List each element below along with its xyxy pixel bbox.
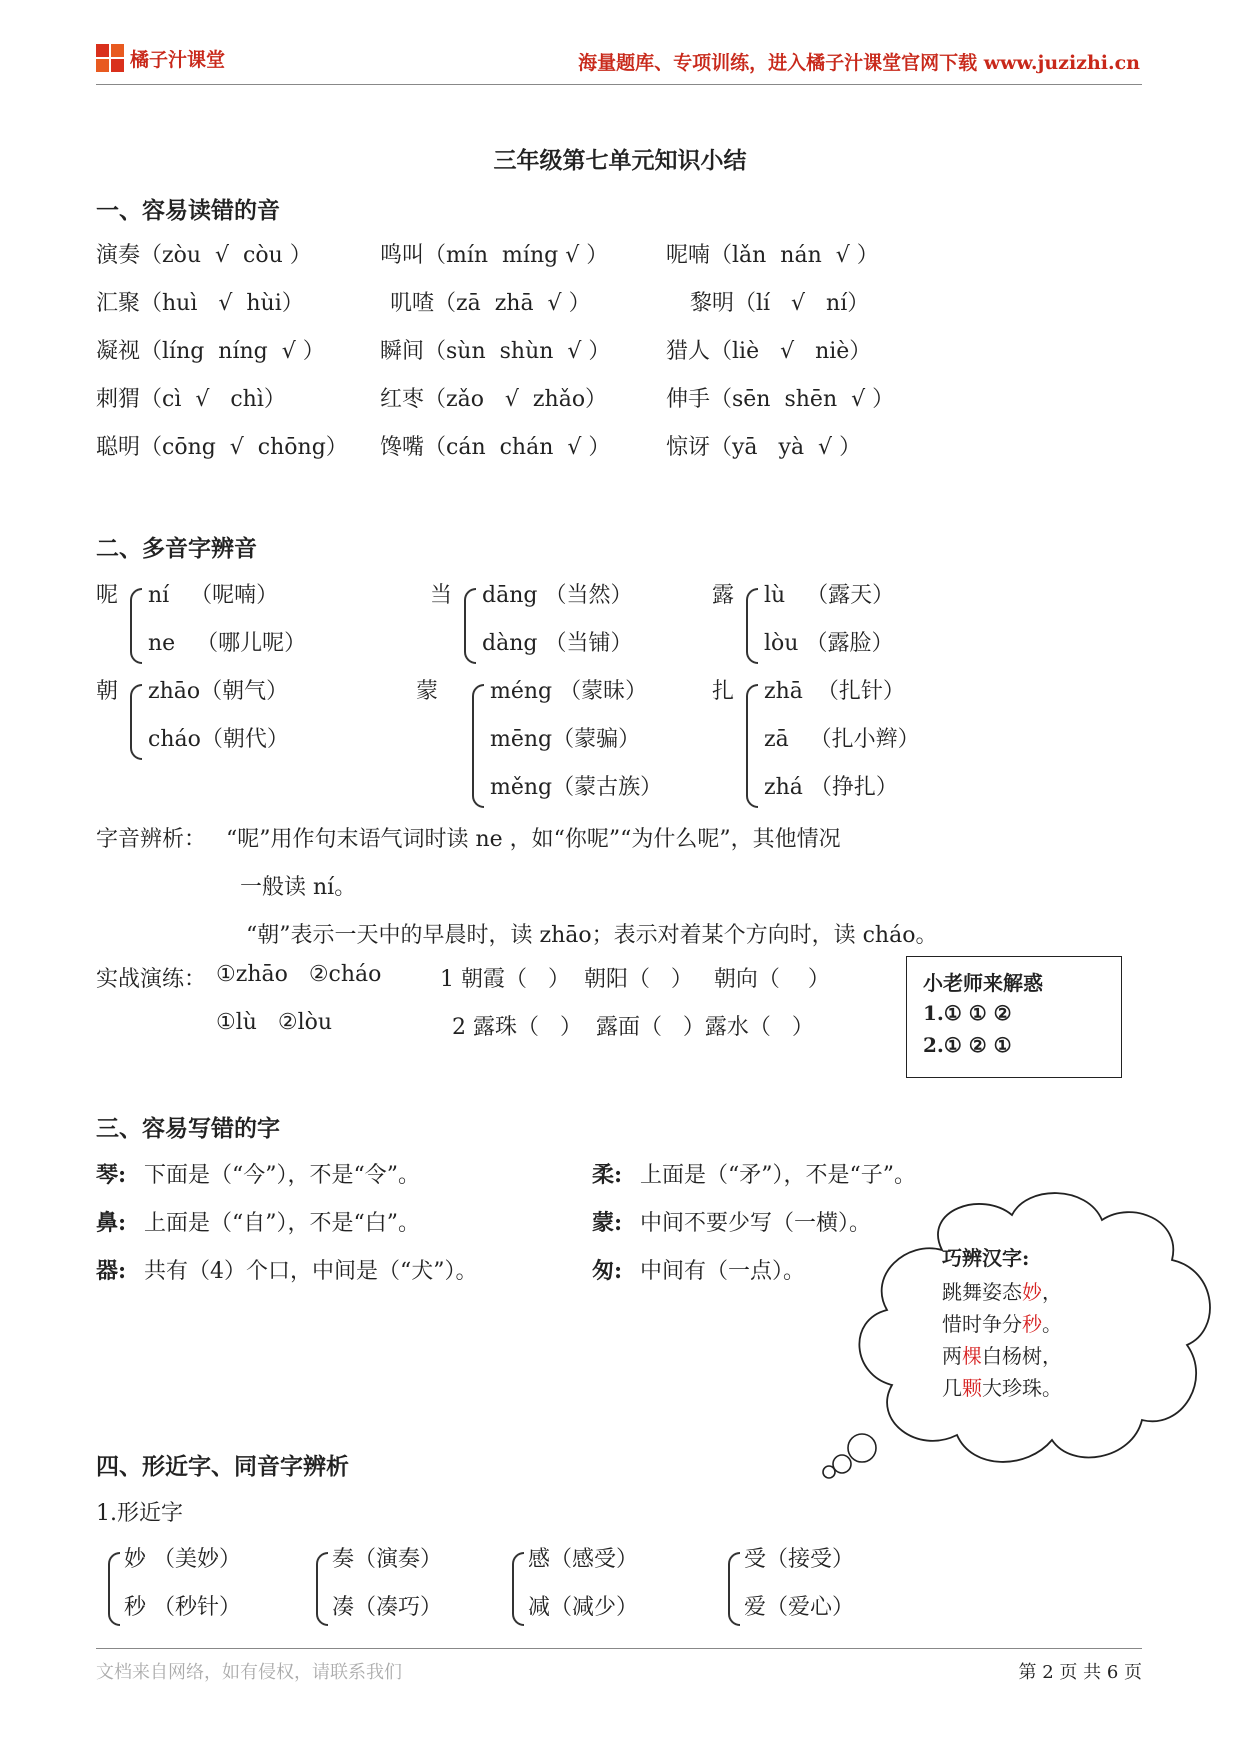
cloud-highlight: 颗	[962, 1376, 982, 1400]
cloud-title: 巧辨汉字:	[942, 1246, 1030, 1270]
pinyin-item: 演奏（zòu √ còu ）	[96, 243, 312, 268]
polyphone-char: 蒙	[416, 679, 439, 704]
cloud-line	[942, 1308, 1062, 1337]
page-number: 第 2 页 共 6 页	[1018, 1662, 1142, 1683]
brace-icon	[108, 1552, 120, 1626]
analysis-line2: “朝”表示一天中的早晨时，读 zhāo；表示对着某个方向时，读 cháo。	[246, 923, 938, 948]
tip-line1: 1.① ① ②	[923, 1001, 1012, 1025]
practice2-question: 2 露珠（ ） 露面（ ）露水（ ）	[452, 1015, 814, 1040]
polyphone-reading: dàng （当铺）	[482, 631, 633, 656]
char-note: 下面是（“今”），不是“令”。	[144, 1163, 420, 1188]
polyphone-reading: lù （露天）	[764, 583, 895, 608]
tip-title: 小老师来解惑	[923, 971, 1043, 995]
pinyin-item: 伸手（sēn shēn √ ）	[666, 387, 895, 412]
practice-label: 实战演练：	[96, 967, 207, 992]
pinyin-item: 刺猬（cì √ chì）	[96, 387, 286, 412]
cloud-line	[942, 1372, 1062, 1401]
cloud-highlight: 棵	[962, 1344, 982, 1368]
brace-icon	[746, 684, 758, 808]
similar-char: 妙 （美妙）	[124, 1547, 241, 1572]
brace-icon	[472, 684, 484, 808]
section1-heading: 一、容易读错的音	[96, 197, 280, 224]
brace-icon	[746, 588, 758, 664]
polyphone-reading: lòu （露脸）	[764, 631, 894, 656]
polyphone-reading: ní （呢喃）	[148, 583, 279, 608]
logo-text: 橘子汁课堂	[130, 48, 226, 71]
polyphone-reading: zhāo（朝气）	[148, 679, 289, 704]
brace-icon	[316, 1552, 328, 1626]
polyphone-char: 呢	[96, 583, 119, 608]
brace-icon	[464, 588, 476, 664]
similar-char: 爱（爱心）	[744, 1595, 855, 1620]
page-title: 三年级第七单元知识小结	[493, 147, 747, 174]
char-key: 匆:	[592, 1258, 623, 1284]
char-note: 共有（4）个口，中间是（“犬”）。	[144, 1259, 478, 1284]
char-key: 器:	[96, 1258, 127, 1284]
polyphone-reading: zhā （扎针）	[764, 679, 905, 704]
pinyin-item: 黎明（lí √ ní）	[690, 291, 870, 316]
polyphone-char: 扎	[712, 679, 735, 704]
brace-icon	[512, 1552, 524, 1626]
polyphone-reading: cháo（朝代）	[148, 727, 289, 752]
practice2-options: ①lù ②lòu	[216, 1010, 333, 1035]
brace-icon	[130, 588, 142, 664]
polyphone-reading: mēng（蒙骗）	[490, 727, 641, 752]
char-key: 鼻:	[96, 1210, 127, 1236]
pinyin-item: 凝视（líng níng √ ）	[96, 339, 325, 364]
logo-icon	[96, 44, 124, 72]
pinyin-item: 猎人（liè √ niè）	[666, 339, 872, 364]
char-note: 中间有（一点）。	[640, 1259, 806, 1284]
brace-icon	[728, 1552, 740, 1626]
brace-icon	[130, 684, 142, 760]
pinyin-item: 馋嘴（cán chán √ ）	[380, 435, 611, 460]
analysis-line1: “呢”用作句末语气词时读 ne ，如“你呢”“为什么呢”，其他情况	[226, 827, 841, 852]
cloud-text: 两	[942, 1344, 962, 1368]
cloud-text: 大珍珠。	[982, 1376, 1062, 1400]
similar-char: 奏（演奏）	[332, 1547, 443, 1572]
tip-line2: 2.① ② ①	[923, 1033, 1012, 1057]
analysis-line1b: 一般读 ní。	[240, 875, 357, 900]
similar-char: 感（感受）	[528, 1547, 639, 1572]
cloud-text: 。	[1042, 1312, 1062, 1336]
cloud-highlight: 妙	[1022, 1280, 1042, 1304]
similar-char: 减（减少）	[528, 1595, 639, 1620]
section2-heading: 二、多音字辨音	[96, 535, 257, 562]
polyphone-char: 露	[712, 583, 735, 608]
polyphone-char: 当	[430, 583, 453, 608]
polyphone-reading: zā （扎小辫）	[764, 727, 920, 752]
char-note: 中间不要少写（一横）。	[640, 1211, 872, 1236]
char-note: 上面是（“矛”），不是“子”。	[640, 1163, 916, 1188]
similar-char: 凑（凑巧）	[332, 1595, 443, 1620]
cloud-text: 几	[942, 1376, 962, 1400]
cloud-text: 白杨树，	[982, 1344, 1062, 1368]
polyphone-char: 朝	[96, 679, 119, 704]
polyphone-reading: měng（蒙古族）	[490, 775, 663, 800]
section4-subheading: 1.形近字	[96, 1501, 183, 1526]
footer-divider	[96, 1648, 1142, 1649]
pinyin-item: 叽喳（zā zhā √ ）	[390, 291, 591, 316]
char-note: 上面是（“自”），不是“白”。	[144, 1211, 420, 1236]
pinyin-item: 呢喃（lǎn nán √ ）	[666, 243, 879, 268]
header-divider	[96, 84, 1142, 85]
section4-heading: 四、形近字、同音字辨析	[96, 1453, 349, 1480]
tip-box	[906, 956, 1122, 1078]
char-key: 柔:	[592, 1162, 623, 1188]
polyphone-reading: dāng （当然）	[482, 583, 633, 608]
char-key: 琴:	[96, 1162, 127, 1188]
pinyin-item: 红枣（zǎo √ zhǎo）	[380, 387, 608, 412]
footer-note: 文档来自网络，如有侵权，请联系我们	[96, 1662, 402, 1683]
cloud-text: 惜时争分	[942, 1312, 1022, 1336]
cloud-line	[942, 1276, 1062, 1305]
polyphone-reading: ne （哪儿呢）	[148, 631, 307, 656]
section3-heading: 三、容易写错的字	[96, 1115, 280, 1142]
polyphone-reading: zhá （挣扎）	[764, 775, 898, 800]
cloud-line	[942, 1340, 1062, 1369]
pinyin-item: 瞬间（sùn shùn √ ）	[380, 339, 611, 364]
pinyin-item: 汇聚（huì √ hùi）	[96, 291, 304, 316]
char-key: 蒙:	[592, 1210, 623, 1236]
cloud-text: 跳舞姿态	[942, 1280, 1022, 1304]
header-slogan: 海量题库、专项训练，进入橘子汁课堂官网下载 www.juzizhi.cn	[578, 52, 1140, 74]
cloud-text: ，	[1042, 1280, 1062, 1304]
similar-char: 受（接受）	[744, 1547, 855, 1572]
pinyin-item: 惊讶（yā yà √ ）	[666, 435, 862, 460]
practice1-question: 1 朝霞（ ） 朝阳（ ） 朝向（ ）	[440, 967, 830, 992]
similar-char: 秒 （秒针）	[124, 1595, 241, 1620]
practice1-options: ①zhāo ②cháo	[216, 962, 382, 987]
pinyin-item: 鸣叫（mín míng √ ）	[380, 243, 609, 268]
logo	[96, 44, 225, 72]
polyphone-reading: méng （蒙昧）	[490, 679, 648, 704]
cloud-highlight: 秒	[1022, 1312, 1042, 1336]
pinyin-item: 聪明（cōng √ chōng）	[96, 435, 348, 460]
analysis-label: 字音辨析：	[96, 827, 207, 852]
